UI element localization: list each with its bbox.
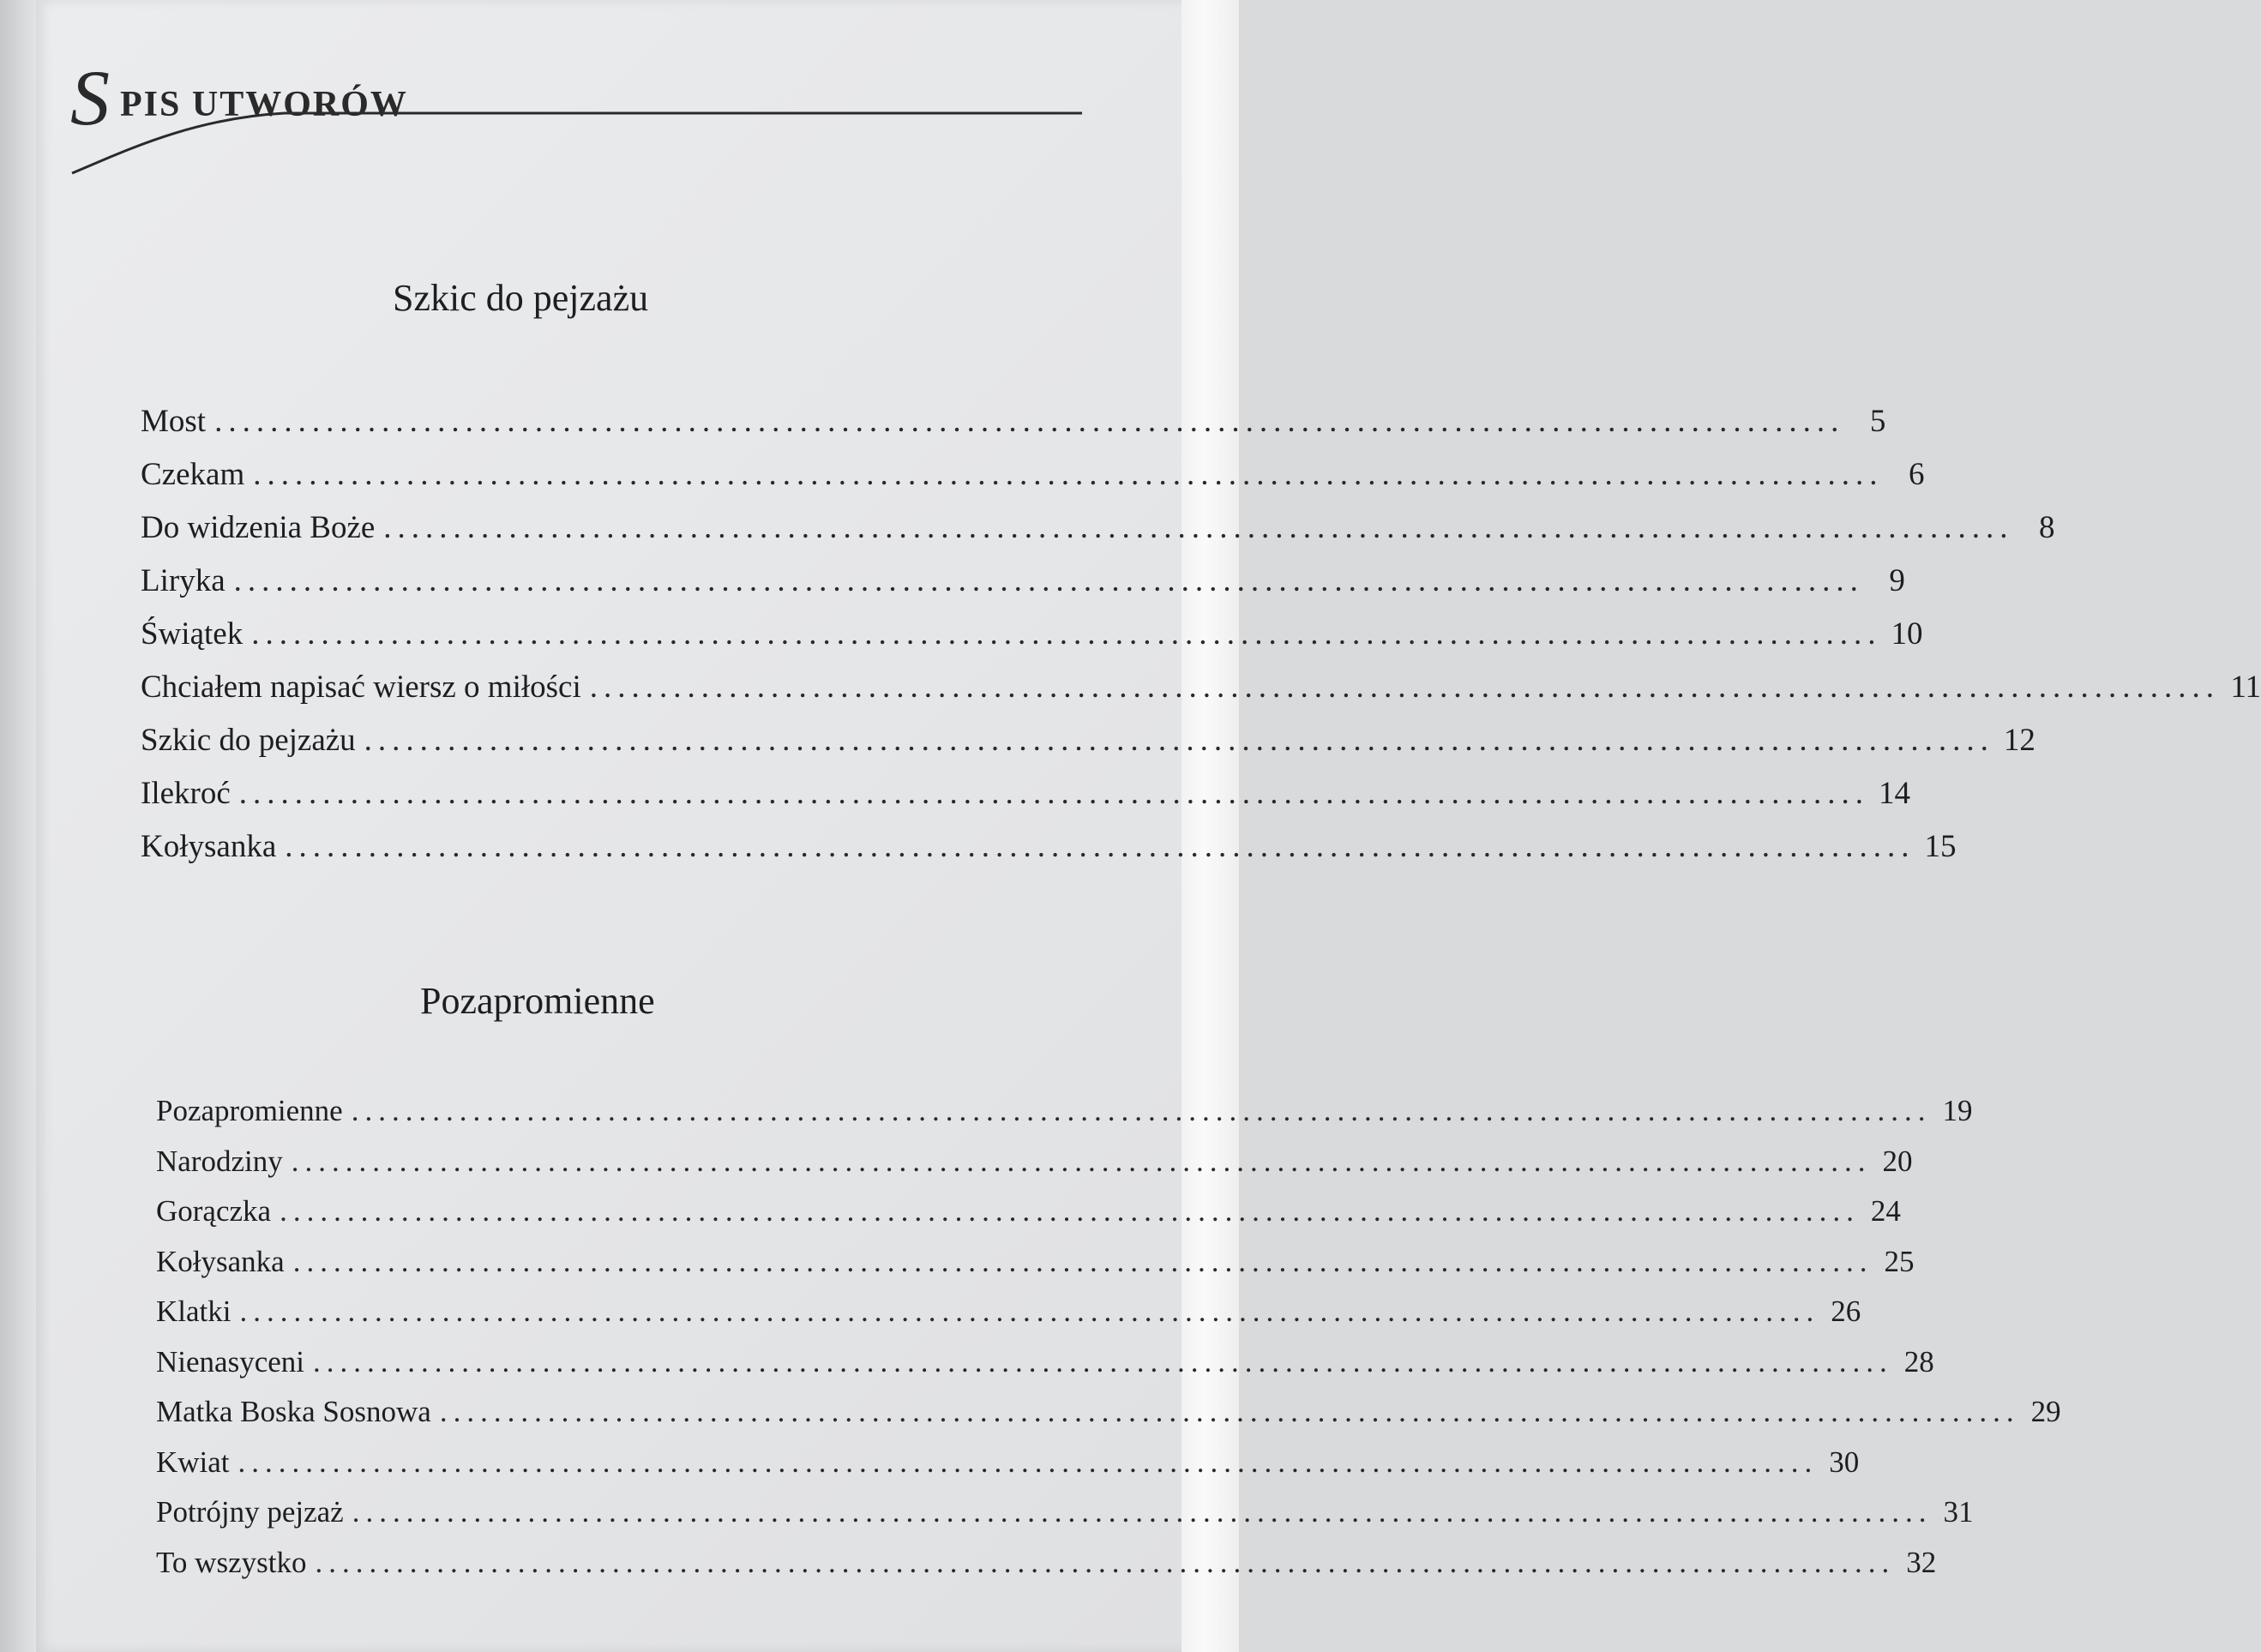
toc-leader-dots: ..................................................................................................................... [315,1545,1896,1579]
toc-entry [156,1244,1915,1295]
toc-entry-page: 32 [1906,1545,1937,1579]
toc-leader-dots: ..................................................................................................................... [351,1094,1932,1127]
toc-entry-title: Kołysanka [141,829,277,864]
toc-leader-dots: ..................................................................................................................... [291,1144,1872,1178]
toc-entry-page: 28 [1903,1344,1934,1379]
toc-entry-title: Matka Boska Sosnowa [156,1395,431,1428]
toc-entry [156,1445,1860,1496]
toc-leader-dots: ..................................................................................................................... [589,670,2220,705]
toc-entry [156,1094,1973,1144]
toc-entry [141,562,1905,616]
toc-leader-dots: ..................................................................................................................... [253,457,1884,492]
toc-entry-title: Ilekroć [141,776,231,811]
toc-entry-page: 9 [1889,563,1905,598]
toc-entry [141,828,1957,881]
toc-entry-page: 20 [1882,1144,1913,1178]
toc-entry [156,1495,1974,1546]
toc-entry-page: 14 [1879,776,1911,811]
toc-leader-dots: ..................................................................................................................... [239,1295,1820,1328]
toc-entry-page: 6 [1908,457,1925,492]
toc-entry-title: Gorączka [156,1194,272,1228]
toc-entry-page: 12 [2003,723,2036,758]
toc-entry-title: Nienasyceni [156,1344,304,1379]
toc-entry-page: 10 [1891,616,1923,652]
toc-entry-page: 24 [1870,1194,1901,1228]
toc-leader-dots: ..................................................................................................................... [285,829,1915,864]
toc-entry [156,1144,1913,1195]
section-title-pozapromienne: Pozapromienne [420,980,655,1022]
toc-entry-title: Potrójny pejzaż [156,1495,344,1529]
toc-entry-title: Chciałem napisać wiersz o miłości [141,670,581,705]
toc-header [70,51,1082,180]
toc-leader-dots: ..................................................................................................................... [439,1395,2020,1428]
toc-entry [141,775,1911,828]
toc-entry [141,456,1925,509]
toc-entry [141,669,2261,722]
toc-entry [156,1545,1937,1596]
toc-entry [141,403,1886,456]
toc-leader-dots: ..................................................................................................................... [364,723,1994,758]
toc-entry-page: 26 [1831,1295,1861,1328]
section-title-szkic: Szkic do pejzażu [393,277,649,319]
toc-entry-page: 11 [2230,670,2261,705]
toc-entry-page: 25 [1884,1244,1915,1278]
toc-leader-dots: ..................................................................................................................... [383,510,2014,545]
toc-entry [156,1344,1934,1396]
toc-entry [156,1194,1901,1245]
toc-leader-dots: ..................................................................................................................... [238,776,1870,811]
toc-entry-title: Kołysanka [156,1244,285,1278]
toc-entry-title: Czekam [141,457,245,492]
toc-entry [141,616,1923,669]
toc-entry [156,1295,1861,1345]
toc-entry-title: Kwiat [156,1445,230,1479]
toc-entry-title: Szkic do pejzażu [141,723,356,758]
toc-leader-dots: ..................................................................................................................... [251,616,1882,652]
toc-entry-title: Klatki [156,1295,232,1328]
toc-list-section-1 [141,403,2261,881]
toc-entry-title: Pozapromienne [156,1094,343,1127]
toc-entry-title: To wszystko [156,1545,307,1579]
toc-entry-title: Most [141,404,207,439]
toc-entry-page: 29 [2030,1395,2061,1428]
toc-leader-dots: ..................................................................................................................... [352,1495,1933,1529]
toc-entry-page: 15 [1924,829,1957,864]
toc-entry-title: Do widzenia Boże [141,510,376,545]
toc-entry-page: 19 [1942,1094,1973,1127]
toc-entry [156,1395,2061,1445]
toc-leader-dots: ..................................................................................................................... [312,1344,1893,1379]
toc-entry [141,722,2036,775]
toc-entry-page: 5 [1869,404,1886,439]
header-title: PIS UTWORÓW [120,85,408,124]
toc-entry-title: Świątek [141,616,244,652]
toc-leader-dots: ..................................................................................................................... [214,404,1845,439]
toc-leader-dots: ..................................................................................................................... [292,1244,1873,1278]
toc-entry-page: 8 [2039,510,2055,545]
toc-entry-page: 30 [1829,1445,1860,1479]
header-drop-cap: S [70,54,110,141]
toc-leader-dots: ..................................................................................................................... [233,563,1864,598]
toc-entry-page: 31 [1943,1495,1974,1529]
toc-leader-dots: ..................................................................................................................... [280,1194,1860,1228]
toc-list-section-2 [156,1094,2061,1595]
toc-entry-title: Liryka [141,563,225,598]
toc-entry [141,509,2055,562]
toc-leader-dots: ..................................................................................................................... [238,1445,1819,1479]
toc-entry-title: Narodziny [156,1144,283,1178]
